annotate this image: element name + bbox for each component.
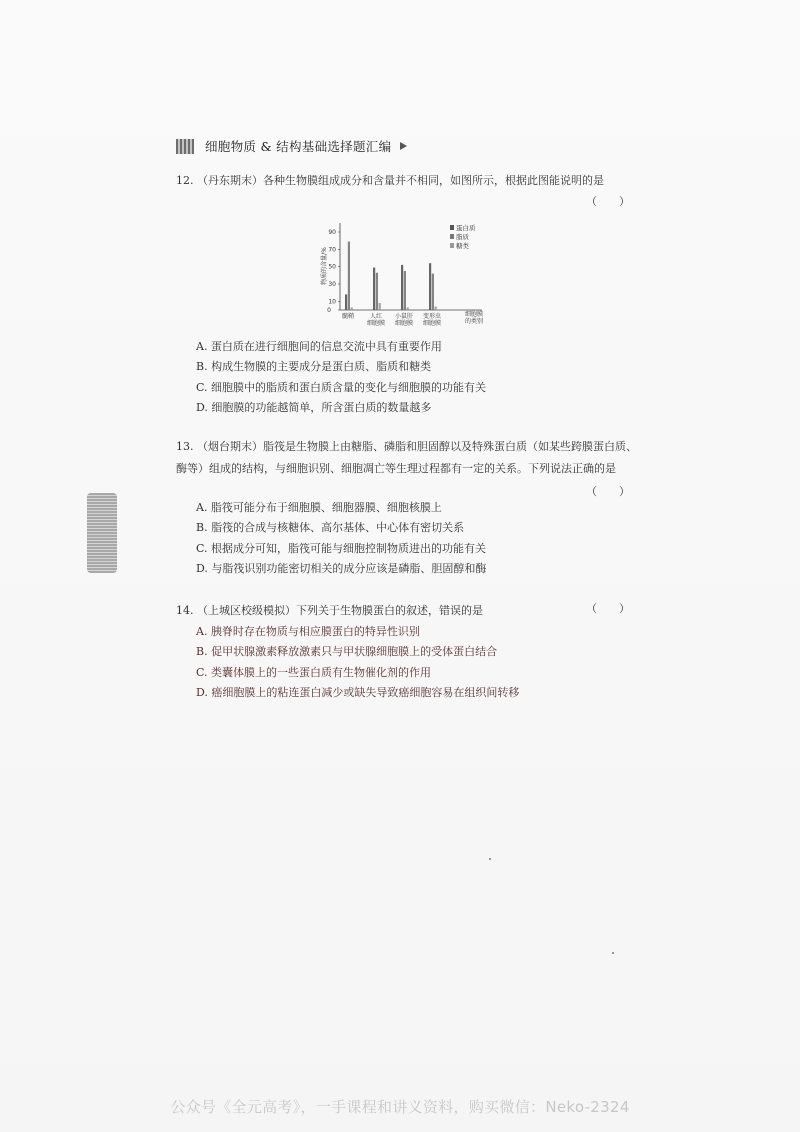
bar-protein [429,263,431,310]
x-axis-label: 细胞膜 [464,311,484,318]
option-b: B. 脂筏的合成与核糖体、高尔基体、中心体有密切关系 [196,521,465,535]
bar-lipid [404,271,406,310]
membrane-composition-chart [312,218,517,333]
option-a: A. 蛋白质在进行细胞间的信息交流中具有重要作用 [196,340,442,353]
question-stem: 12. （丹东期末）各种生物膜组成成分和含量并不相同，如图所示，根据此图能说明的是 [176,174,604,187]
qr-code-icon [176,139,194,154]
bar-protein [373,268,375,310]
question-12 [176,170,646,192]
section-header [176,137,407,155]
option-d: D. 细胞膜的功能越简单，所含蛋白质的数量越多 [196,400,432,414]
category-label: 髓鞘 [341,313,355,320]
option-d: D. 癌细胞膜上的粘连蛋白减少或缺失导致癌细胞容易在组织间转移 [196,685,520,699]
answer-paren: （ ） [586,195,630,208]
section-title: 细胞物质 & 结构基础选择题汇编 [205,139,392,154]
option-c: C. 细胞膜中的脂质和蛋白质含量的变化与细胞膜的功能有关 [196,380,487,394]
y-tick-label: 70 [328,246,336,254]
bar-sugar [435,307,437,310]
question-stem: 13. （烟台期末）脂筏是生物膜上由糖脂、磷脂和胆固醇以及特殊蛋白质（如某些跨膜蛋白质、酶等）组成的结构，与细胞识别、细胞凋亡等生理过程都有一定的关系。下列说法正确的是 [176,440,637,475]
legend-label: 糖类 [456,242,469,250]
option-c: C. 类囊体膜上的一些蛋白质有生物催化剂的作用 [196,665,432,679]
category-label: 细胞膜 [366,320,386,327]
question-14 [176,600,646,703]
question-12-options [176,337,646,418]
category-label: 变形虫 [422,313,442,320]
option-b: B. 构成生物膜的主要成分是蛋白质、脂质和糖类 [196,360,432,374]
option-a: A. 脂筏可能分布于细胞膜、细胞器膜、细胞核膜上 [196,501,442,514]
bar-sugar [351,307,353,310]
bar-protein [401,265,403,310]
option-a: A. 胰脊时存在物质与相应膜蛋白的特异性识别 [196,625,420,638]
y-axis-label: 物质的含量/% [321,247,328,285]
y-tick-label: 10 [328,298,336,306]
bar-sugar [379,303,381,310]
y-tick-label: 30 [328,281,336,288]
option-d: D. 与脂筏识别功能密切相关的成分应该是磷脂、胆固醇和酶 [196,561,487,575]
y-tick-label: 0 [327,307,331,314]
side-tab [87,493,117,573]
answer-paren: （ ） [586,602,630,615]
question-stem: 14. （上城区校级模拟）下列关于生物膜蛋白的叙述，错误的是 [176,604,483,617]
legend-label: 蛋白质 [456,224,476,232]
y-tick-label: 90 [328,229,336,236]
x-axis-label: 的类别 [464,318,484,325]
watermark: 公众号《全元高考》，一手课程和讲义资料，购买微信：Neko-2324 [170,1098,630,1116]
option-c: C. 根据成分可知，脂筏可能与细胞控制物质进出的功能有关 [196,541,487,555]
bar-sugar [407,307,409,310]
scan-speck [612,952,614,954]
question-13-options [176,498,646,579]
scan-speck [489,858,491,860]
bar-protein [345,294,347,310]
legend-swatch [450,225,454,230]
category-label: 人红 [369,313,383,320]
play-triangle-icon [400,142,407,150]
legend-label: 脂质 [456,233,469,241]
bar-lipid [376,273,378,310]
y-tick-label: 50 [328,263,336,271]
bar-lipid [348,242,350,310]
category-label: 细胞膜 [422,320,442,327]
question-13 [176,436,638,480]
option-b: B. 促甲状腺激素释放激素只与甲状腺细胞膜上的受体蛋白结合 [196,645,498,659]
legend-swatch [450,243,454,248]
category-label: 细胞膜 [394,320,414,327]
category-label: 小鼠肝 [394,313,414,320]
bar-lipid [432,274,434,310]
legend-swatch [450,234,454,239]
answer-paren: （ ） [586,485,630,498]
